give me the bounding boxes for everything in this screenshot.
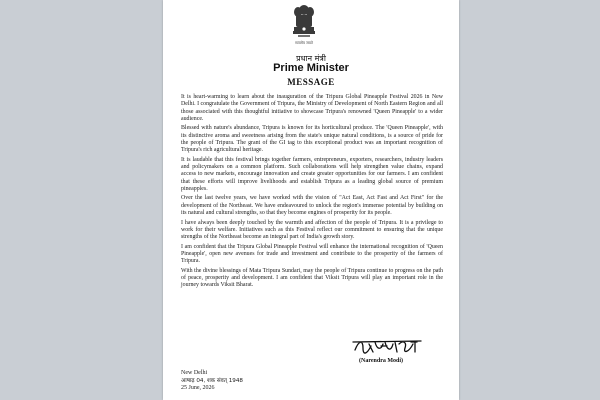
paragraph: Over the last twelve years, we have worked with the vision of "Act East, Act Fast and Act First" for the development of the Northeast. We have endeavoured to unlock the region's immense potential by building on its natural and cultural strengths, so that they become engines of prosperity for its people. [181,195,443,216]
signatory-name: (Narendra Modi) [359,358,404,364]
emblem-caption: सत्यमेव जयते [295,41,313,45]
letter-page [163,0,459,400]
hindi-date: आषाढ़ 04, शक संवत् 1948 [181,377,243,384]
message-heading: MESSAGE [287,77,335,87]
page-title: Prime Minister [273,62,349,74]
paragraph: I am confident that the Tripura Global Pineapple Festival will enhance the international recognition of 'Queen Pineapple', open new avenues for trade and investment and contribute to the prosperity of the farmers of Tripura. [181,243,443,265]
paragraph: With the divine blessings of Mata Tripura Sundari, may the people of Tripura continue to progress on the path of peace, prosperity and development. I am confident that Viksit Tripura will play an important role in the journey towards Viksit Bharat. [181,267,443,289]
place: New Delhi [181,370,208,376]
paragraph: It is laudable that this festival brings together farmers, entrepreneurs, exporters, researchers, industry leaders and policymakers on a common platform. Such collaborations will help strengthen value chains, expand access to new markets, encourage innovation and create greater opportunities for our farmers. I am confident that these efforts will improve livelihoods and establish Tripura as a leading global source of premium pineapples. [181,156,443,192]
date: 25 June, 2026 [181,385,215,391]
paragraph: It is heart-warming to learn about the inauguration of the Tripura Global Pineapple Festival 2026 in New Delhi. I congratulate the Government of Tripura, the Ministry of Development of North Eastern Region and all those associated with this thoughtful initiative to showcase Tripura's renowned 'Queen Pineapple' to a wider audience. [181,94,443,122]
hindi-title: प्रधान मंत्री [296,54,326,63]
paragraph: I have always been deeply touched by the warmth and affection of the people of Tripura. It is a privilege to work for their welfare. Initiatives such as this Festival reflect our commitment to ensuring that the unique strengths of the Northeast become an integral part of India's growth story. [181,219,443,241]
national-emblem-icon [289,2,319,48]
message-body [181,94,443,292]
letter-footer [181,370,243,393]
paragraph: Blessed with nature's abundance, Tripura is known for its horticultural produce. The 'Queen Pineapple', with its distinctive aroma and sweetness arising from the state's unique natural conditions, is a source of pride for the people of Tripura. The grant of the GI tag to this exceptional product was an important recognition of Tripura's rich agricultural heritage. [181,125,443,154]
handwritten-signature [351,336,429,358]
